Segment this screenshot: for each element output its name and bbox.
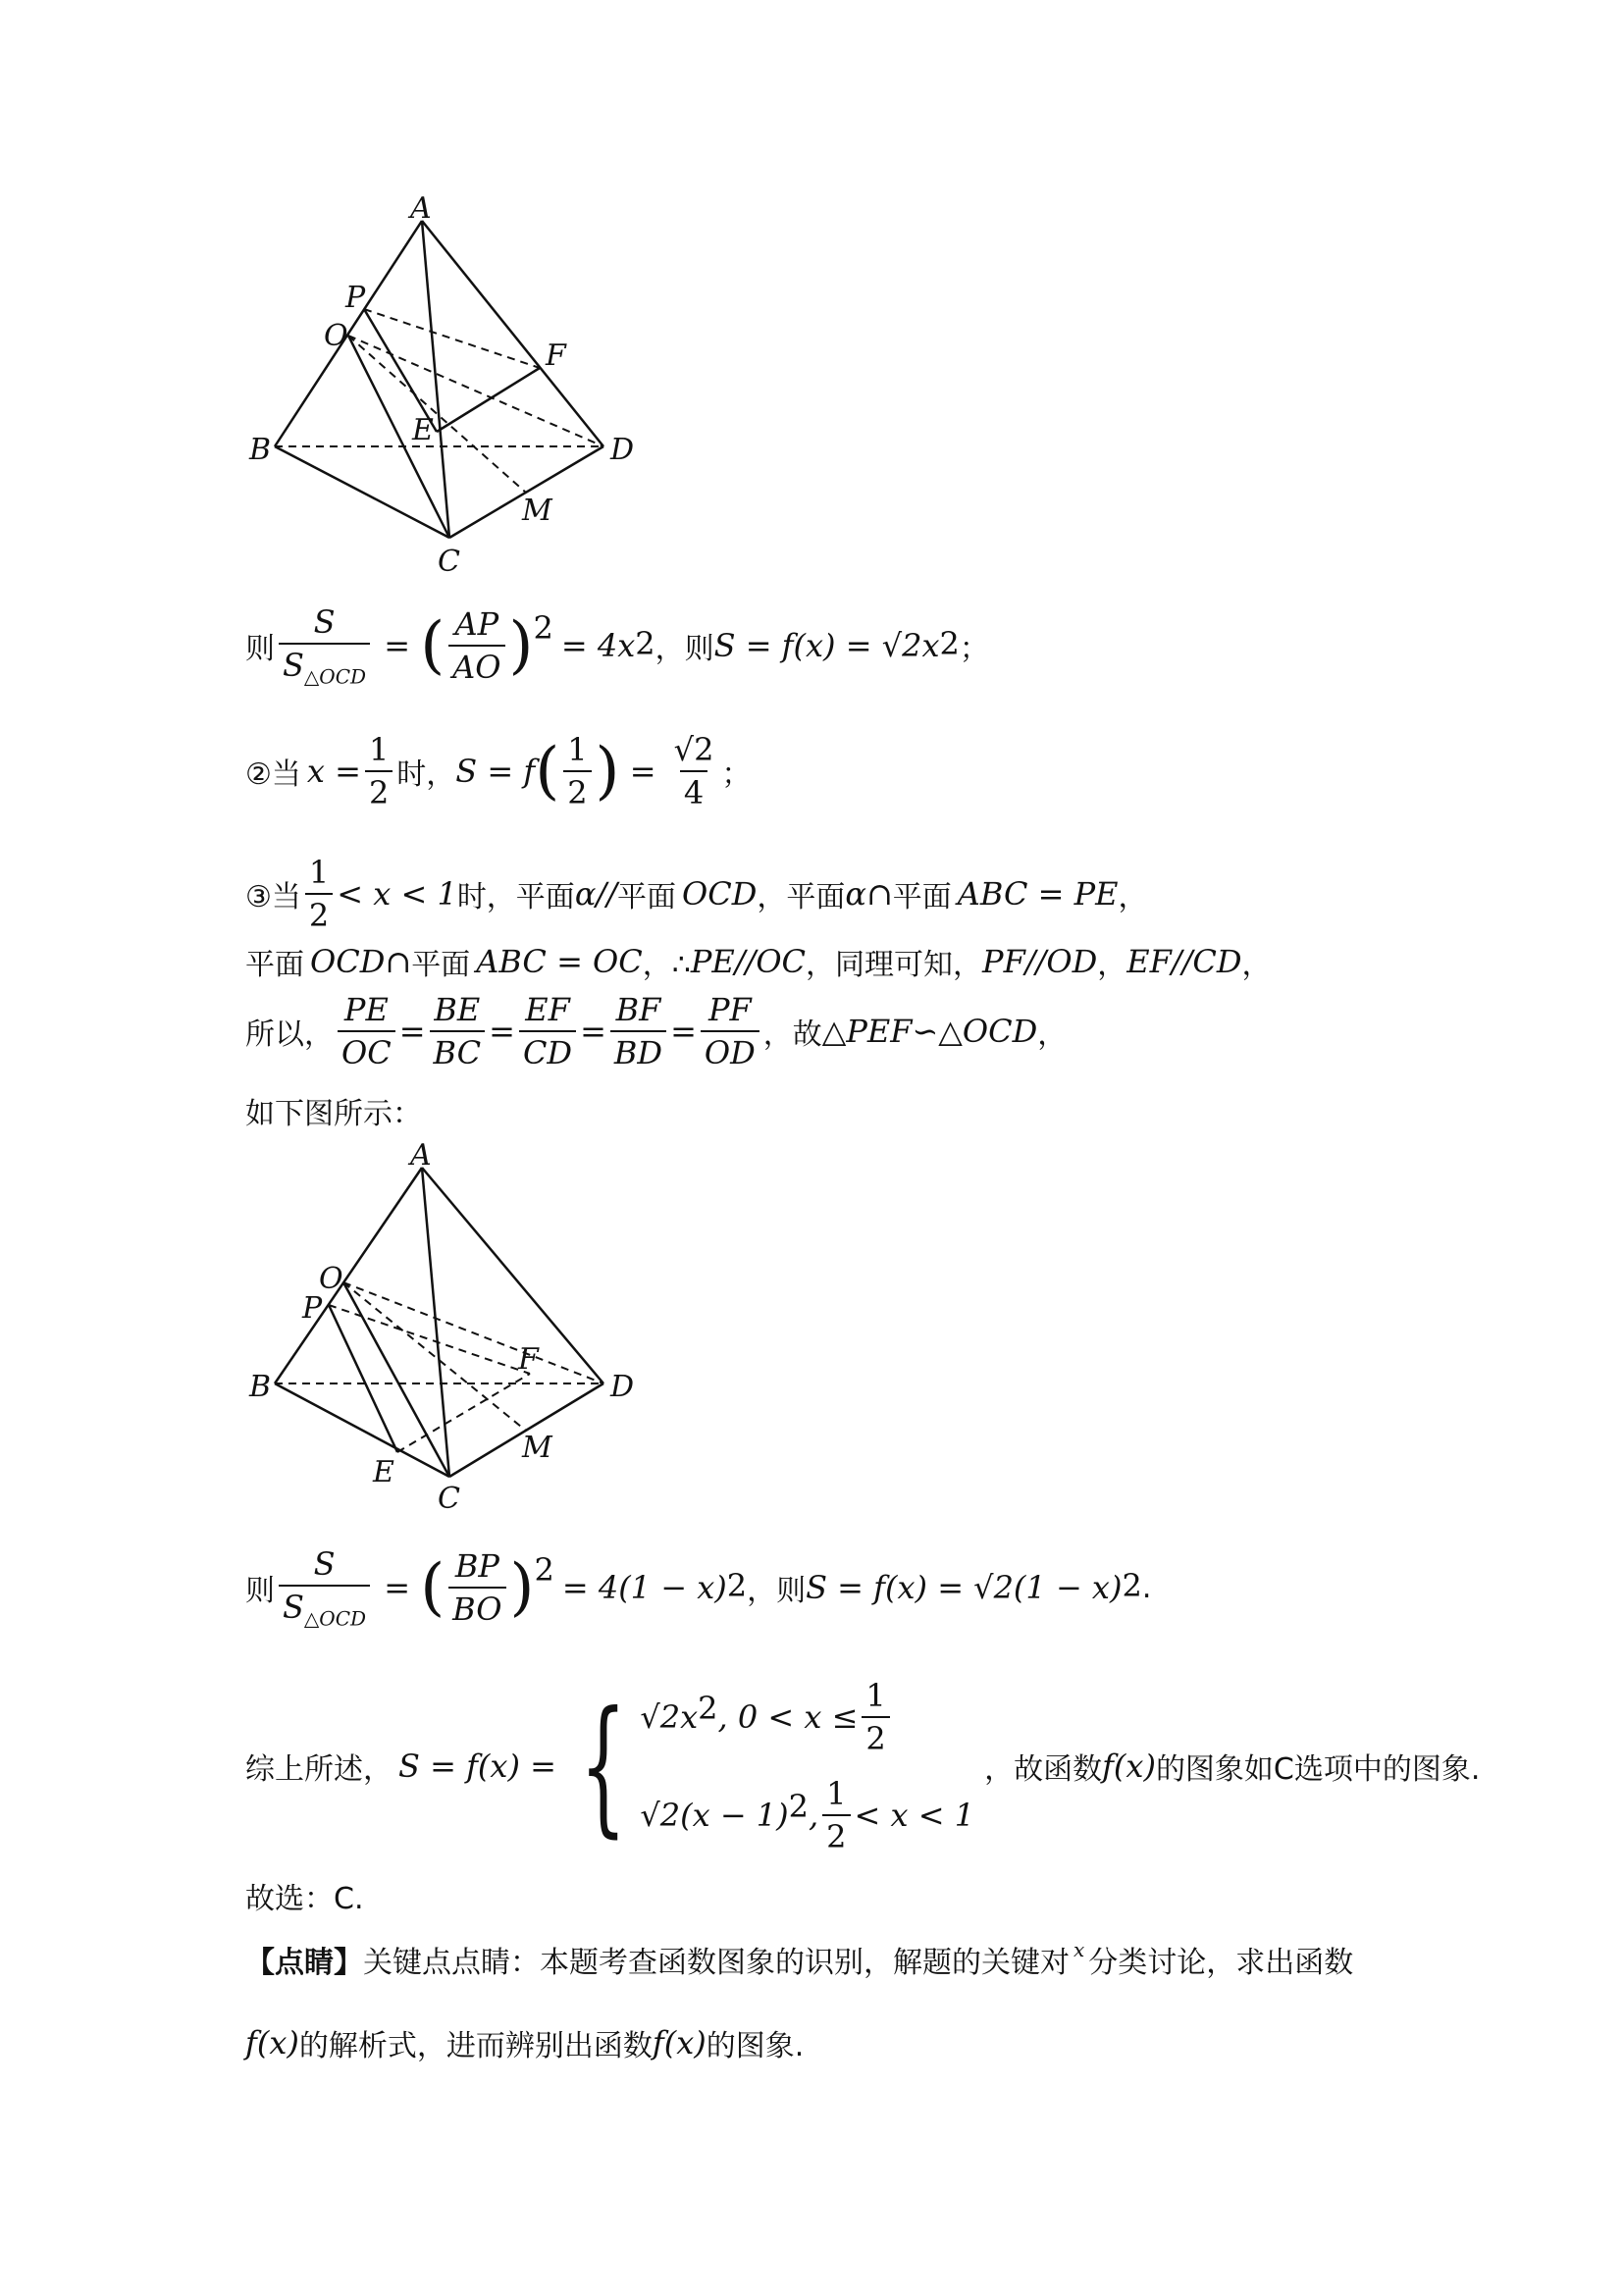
segment-OM: [348, 336, 526, 493]
label-O: O: [319, 1262, 343, 1296]
label-P: P: [345, 281, 366, 315]
label-O: O: [324, 319, 348, 353]
formula-line-4: 平面 OCD∩ 平面 ABC = OC ，∴ PE//OC ，同理可知， PF//OD ， EF//CD ，: [245, 943, 1272, 982]
label-P: P: [302, 1291, 323, 1326]
segment-PF: [364, 309, 540, 368]
formula-line-1: 则 $\frac{S}{S_{\triangle OCD}}$ = ( $\frac{AP}{AO}$ ) 2 = 4x 2 ，则 S = f(x) = √2x 2 ；: [245, 603, 989, 689]
label-M: M: [522, 1431, 552, 1465]
remark-line-2: f(x) 的解析式，进而辨别出函数 f(x) 的图象.: [245, 2024, 805, 2063]
segment-OD: [343, 1282, 603, 1383]
formula-line-7: 则 $\frac{S}{S_{\triangle OCD}}$ = ( $\frac{BP}{BO}$ ) 2 = 4(1 − x) 2 ，则 S = f(x) = √2(1 − x) 2 .: [245, 1545, 1152, 1631]
label-A: A: [410, 1143, 432, 1173]
remark-line-1: 【点睛】 关键点点睛：本题考查函数图象的识别，解题的关键对 x 分类讨论，求出函数: [245, 1938, 1354, 1980]
answer-line: 故选：C.: [245, 1882, 364, 1916]
label-E: E: [412, 413, 434, 447]
formula-line-3: ③当 $\frac{1}{2}$ < x < 1 时，平面 α // 平面 OCD ，平面 α∩ 平面 ABC = PE ，: [245, 854, 1148, 934]
tetrahedron-figure-1: [236, 196, 667, 589]
label-D: D: [610, 433, 635, 467]
label-E: E: [373, 1455, 394, 1489]
label-F: F: [546, 339, 566, 373]
label-A: A: [410, 196, 432, 226]
segment-PF: [329, 1305, 530, 1374]
caption-line: 如下图所示：: [245, 1097, 422, 1131]
label-C: C: [438, 1482, 460, 1516]
edge-AB: [275, 221, 422, 446]
fraction-S-over-Socd: $\frac{S}{S_{\triangle OCD}}$: [279, 603, 370, 688]
label-F: F: [518, 1342, 539, 1377]
label-B: B: [249, 433, 272, 467]
label-M: M: [522, 494, 552, 528]
edge-BC: [275, 446, 449, 538]
fraction-AP-over-AO: $\frac{AP}{AO}$: [448, 605, 504, 686]
edge-AD: [422, 221, 603, 446]
label-B: B: [249, 1370, 272, 1404]
edge-AD: [422, 1168, 603, 1383]
segment-EF: [437, 368, 540, 432]
formula-line-2: ②当 x = $\frac{1}{2}$ 时， S = f ( $\frac{1}{2}$ ) = $\frac{√2}{4}$ ；: [245, 731, 752, 811]
piecewise-formula: 综上所述， S = f(x) = { √2x 2 , 0 < x ≤ $\frac{1}{2}$ √2(x − 1) 2 , $\frac{1}{2}$ < x < 1 ，故函数 f(x) 的图象如C选项中的图象.: [245, 1677, 1481, 1855]
formula-line-5: 所以， $\frac{PE}{OC}$ = $\frac{BE}{BC}$ = $\frac{EF}{CD}$ = $\frac{BF}{BD}$ = $\frac{PF}{OD}$ ，故 △PEF∽△OCD ，: [245, 991, 1068, 1071]
edge-AB: [275, 1168, 422, 1383]
label-C: C: [438, 545, 460, 579]
tetrahedron-figure-2: [236, 1143, 667, 1536]
label-D: D: [610, 1370, 635, 1404]
